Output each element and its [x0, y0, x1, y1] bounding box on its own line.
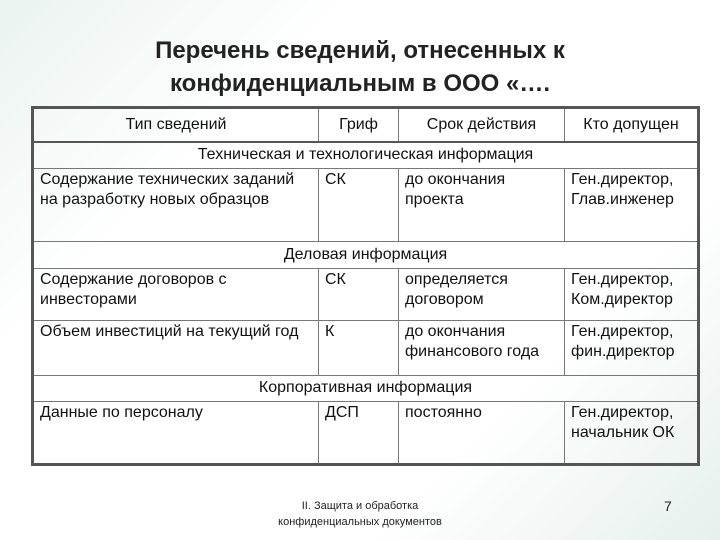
section-title: Деловая информация: [33, 242, 699, 268]
cell-term: определяется договором: [399, 268, 565, 321]
page-title: [0, 34, 720, 100]
header-grif: Гриф: [319, 108, 399, 142]
cell-type: Содержание технических заданий на разработку новых образцов: [33, 168, 319, 242]
section-row: [33, 142, 699, 169]
slide-footer: [230, 498, 490, 530]
table-row: [33, 268, 699, 321]
header-type: Тип сведений: [33, 108, 319, 142]
cell-type: Данные по персоналу: [33, 401, 319, 464]
cell-grif: СК: [319, 168, 399, 242]
page-number: 7: [664, 498, 672, 514]
title-line-1: Перечень сведений, отнесенных к: [155, 37, 565, 64]
section-row: [33, 242, 699, 268]
header-term: Срок действия: [399, 108, 565, 142]
cell-access: Ген.директор, Глав.инженер: [565, 168, 699, 242]
cell-type: Объем инвестиций на текущий год: [33, 321, 319, 376]
cell-grif: К: [319, 321, 399, 376]
table-row: [33, 168, 699, 242]
cell-access: Ген.директор, начальник ОК: [565, 401, 699, 464]
cell-term: постоянно: [399, 401, 565, 464]
cell-term: до окончания финансового года: [399, 321, 565, 376]
header-access: Кто допущен: [565, 108, 699, 142]
footer-line-1: II. Защита и обработка: [301, 500, 419, 512]
cell-grif: ДСП: [319, 401, 399, 464]
section-row: [33, 375, 699, 401]
cell-term: до окончания проекта: [399, 168, 565, 242]
section-title: Корпоративная информация: [33, 375, 699, 401]
footer-line-2: конфиденциальных документов: [278, 516, 442, 528]
confidential-info-table: [31, 106, 700, 466]
section-title: Техническая и технологическая информация: [33, 142, 699, 169]
table-row: [33, 321, 699, 376]
table-header-row: [33, 108, 699, 142]
title-line-2: конфиденциальным в ООО «….: [169, 70, 551, 97]
cell-access: Ген.директор, Ком.директор: [565, 268, 699, 321]
cell-type: Содержание договоров с инвесторами: [33, 268, 319, 321]
cell-grif: СК: [319, 268, 399, 321]
table-row: [33, 401, 699, 464]
cell-access: Ген.директор, фин.директор: [565, 321, 699, 376]
